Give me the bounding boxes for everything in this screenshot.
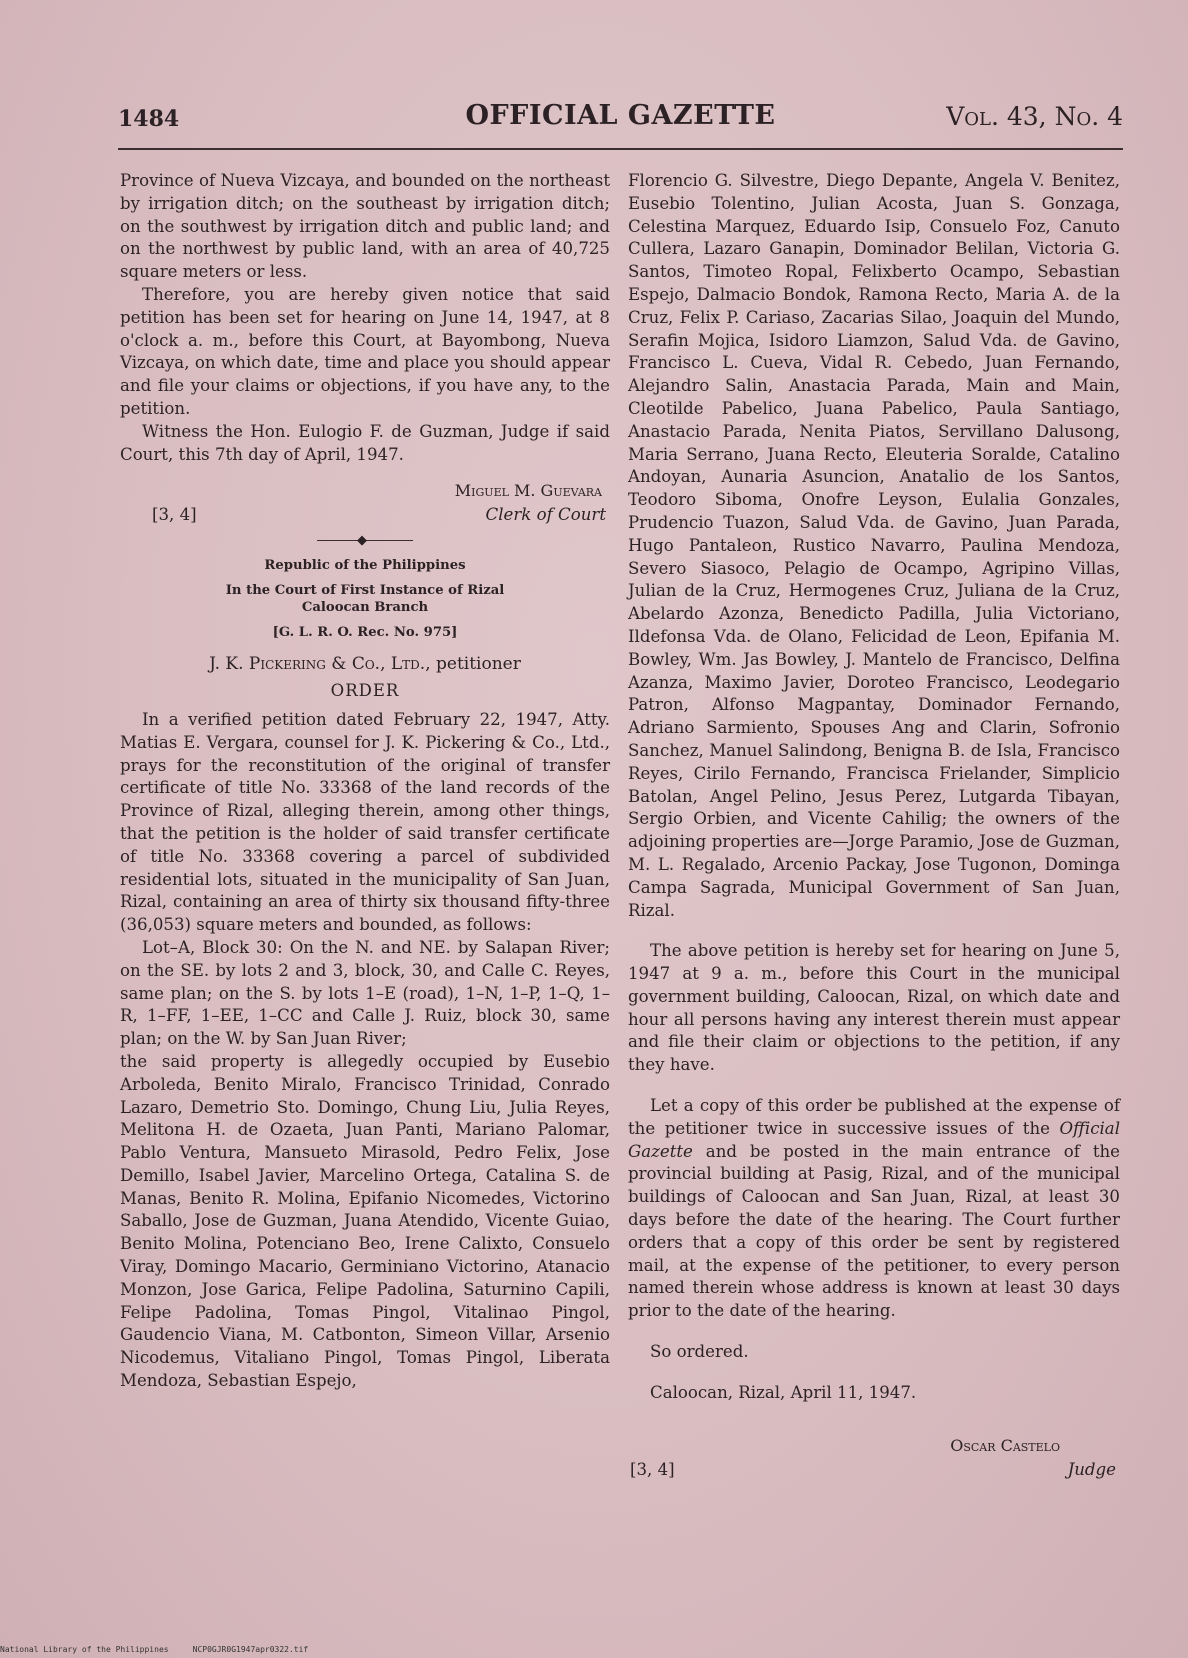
gazette-name-italic: Official Gazette xyxy=(628,1118,1120,1161)
signatory-name: Miguel M. Guevara xyxy=(454,481,602,501)
court-heading: In the Court of First Instance of Rizal xyxy=(225,583,505,599)
volume-number: Vol. 43, No. 4 xyxy=(946,102,1123,131)
paragraph xyxy=(628,1095,1120,1323)
paragraph: The above petition is hereby set for hearing on June 5, 1947 at 9 a. m., before this Court in the municipal government building, Caloocan, Rizal, on which date and hour all persons having any interest therein must appear and file their claim or objections to the petition, if any they have. xyxy=(628,941,1120,1075)
paragraph: Province of Nueva Vizcaya, and bounded on the northeast by irrigation ditch; on the southeast by irrigation ditch; on the southwest by irrigation ditch and public land; and on the northwest by public land, with an area of 40,725 square meters or less. xyxy=(120,171,610,282)
signature-block xyxy=(628,1435,1120,1485)
record-number: [G. L. R. O. Rec. No. 975] xyxy=(272,625,458,641)
right-column xyxy=(628,170,1120,1485)
paragraph: the said property is allegedly occupied by Eusebio Arboleda, Benito Miralo, Francisco Trinidad, Conrado Lazaro, Demetrio Sto. Domingo, Chung Liu, Julia Reyes, Melitona H. de Ozaeta, Juan Panti, Mariano Palomar, Pablo Ventura, Mansueto Mirasold, Pedro Felix, Jose Demillo, Isabel Javier, Marcelino Ortega, Catalina S. de Manas, Benito R. Molina, Epifanio Nicomedes, Victorino Saballo, Jose de Guzman, Juana Atendido, Vicente Guiao, Benito Molina, Potenciano Beo, Irene Calixto, Consuelo Viray, Domingo Macario, Germiniano Victorino, Atanacio Monzon, Jose Garica, Felipe Padolina, Saturnino Capili, Felipe Padolina, Tomas Pingol, Vitalinao Pingol, Gaudencio Viana, M. Catbonton, Simeon Villar, Arsenio Nicodemus, Vitaliano Pingol, Tomas Pingol, Liberata Mendoza, Sebastian Espejo, xyxy=(120,1051,610,1391)
text-run: and be posted in the main entrance of the provincial building at Pasig, Rizal, and of the municipal buildings of Caloocan and San Juan, Rizal, at least 30 days before the date of the hearing. The Court further orders that a copy of this order be sent by registered mail, at the expense of the petitioner, to every person named therein whose address is known at least 30 days prior to the date of the hearing. xyxy=(628,1141,1120,1321)
paragraph: Florencio G. Silvestre, Diego Depante, Angela V. Benitez, Eusebio Tolentino, Julian Acosta, Juan S. Gonzaga, Celestina Marquez, Eduardo Isip, Consuelo Foz, Canuto Cullera, Lazaro Ganapin, Dominador Belilan, Victoria G. Santos, Timoteo Ropal, Felixberto Ocampo, Sebastian Espejo, Dalmacio Bondok, Ramona Recto, Maria A. de la Cruz, Felix P. Cariaso, Zacarias Silao, Joaquin del Mundo, Serafin Mojica, Isidoro Liamzon, Salud Vda. de Gavino, Francisco L. Cueva, Vidal R. Cebedo, Juan Fernando, Alejandro Salin, Anastacia Parada, Main and Main, Cleotilde Pabelico, Juana Pabelico, Paula Santiago, Anastacio Parada, Nenita Piatos, Servillano Dalusong, Maria Serrano, Juana Recto, Eleuteria Soralde, Catalino Andoyan, Aunaria Asuncion, Anatalio de los Santos, Teodoro Siboma, Onofre Leyson, Eulalia Gonzales, Prudencio Tuazon, Salud Vda. de Gavino, Juan Parada, Hugo Pantaleon, Rustico Navarro, Paulina Mendoza, Severo Siasoco, Pelagio de Ocampo, Agripino Villas, Julian de la Cruz, Hermogenes Cruz, Juliana de la Cruz, Abelardo Azonza, Benedicto Padilla, Julia Victoriano, Ildefonsa Vda. de Olano, Felicidad de Leon, Epifania M. Bowley, Wm. Jas Bowley, J. Mantelo de Francisco, Delfina Azanza, Maximo Javier, Doroteo Francisco, Leodegario Patron, Alfonso Magpantay, Dominador Fernando, Adriano Sarmiento, Spouses Ang and Clarin, Sofronio Sanchez, Manuel Salindong, Benigna B. de Isla, Francisco Reyes, Cirilo Fernando, Francisca Frielander, Simplicio Batolan, Angel Pelino, Jesus Perez, Lutgarda Tibayan, Sergio Orbien, and Vicente Cahilig; the owners of the adjoining properties are—Jorge Paramio, Jose de Guzman, M. L. Regalado, Arcenio Packay, Jose Tugonon, Dominga Campa Sagrada, Municipal Government of San Juan, Rizal. xyxy=(628,171,1120,920)
order-heading: ORDER xyxy=(330,681,400,701)
paragraph: In a verified petition dated February 22, 1947, Atty. Matias E. Vergara, counsel for J. K. Pickering & Co., Ltd., prays for the reconstitution of the original of transfer certificate of title No. 33368 of the land records of the Province of Rizal, alleging therein, among other things, that the petition is the holder of said transfer certificate of title No. 33368 covering a parcel of subdivided residential lots, situated in the municipality of San Juan, Rizal, containing an area of thirty six thousand fifty-three (36,053) square meters and bounded, as follows: xyxy=(120,709,610,935)
republic-heading: Republic of the Philippines xyxy=(264,558,466,574)
lot-description: Lot–A, Block 30: On the N. and NE. by Salapan River; on the SE. by lots 2 and 3, block, 30, and Calle C. Reyes, same plan; on the S. by lots 1–E (road), 1–N, 1–P, 1–Q, 1–R, 1–FF, 1–EE, 1–CC and Calle J. Ruiz, block 30, same plan; on the W. by San Juan River; xyxy=(120,937,610,1049)
page-header xyxy=(118,98,1123,142)
signatory-title: Clerk of Court xyxy=(485,505,606,525)
petitioner-line xyxy=(120,653,610,676)
issue-reference: [3, 4] xyxy=(630,1459,675,1479)
scan-footer: National Library of the Philippines NCP0GJR0G1947apr0322.tif xyxy=(0,1645,309,1654)
paragraph: Therefore, you are hereby given notice that said petition has been set for hearing on June 14, 1947, at 8 o'clock a. m., before this Court, at Bayombong, Nueva Vizcaya, on which date, time and place you should appear and file your claims or objections, if you have any, to the petition. xyxy=(120,284,610,418)
left-column xyxy=(120,170,610,1393)
branch-heading: Caloocan Branch xyxy=(301,600,429,616)
text-run: Let a copy of this order be published at the expense of the petitioner twice in successive issues of the xyxy=(628,1096,1120,1138)
page-number: 1484 xyxy=(118,106,180,132)
issue-reference: [3, 4] xyxy=(152,505,197,525)
header-rule xyxy=(118,148,1123,150)
signature-block xyxy=(120,480,610,530)
paragraph: Caloocan, Rizal, April 11, 1947. xyxy=(650,1382,917,1402)
petitioner-name: J. K. Pickering & Co., Ltd. xyxy=(209,654,426,675)
paragraph: So ordered. xyxy=(650,1342,749,1362)
gazette-title: OFFICIAL GAZETTE xyxy=(465,100,776,131)
diamond-ornament-icon: ◆ xyxy=(357,533,367,549)
signatory-name: Oscar Castelo xyxy=(950,1435,1060,1455)
section-divider xyxy=(317,533,413,549)
paragraph: Witness the Hon. Eulogio F. de Guzman, Judge if said Court, this 7th day of April, 1947. xyxy=(120,421,610,464)
signatory-title: Judge xyxy=(1067,1459,1116,1479)
petitioner-suffix: , petitioner xyxy=(425,654,521,675)
